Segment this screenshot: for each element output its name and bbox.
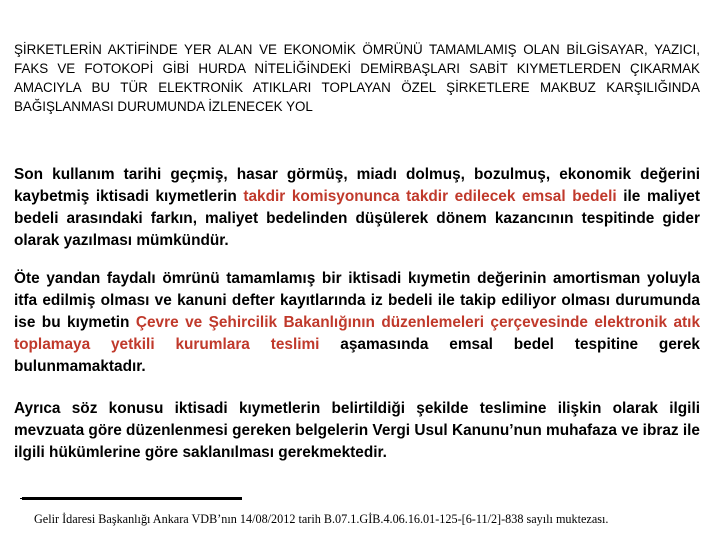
- paragraph-1: [14, 164, 700, 252]
- paragraph-3: Ayrıca söz konusu iktisadi kıymetlerin belirtildiği şekilde teslimine ilişkin olarak ilgili mevzuata göre düzenlenmesi gereken belgelerin Vergi Usul Kanunu’nun muhafaza ve ibraz ile ilgili hükümlerine göre saklanılması gerekmektedir.: [14, 400, 700, 461]
- paragraph-1-text-before: Son kullanım tarihi geçmiş, hasar görmüş, miadı dolmuş, bozulmuş, ekonomik değerini kaybetmiş iktisadi kıymetlerin: [14, 166, 700, 205]
- footnote-divider: [22, 497, 242, 500]
- paragraph-2-text-before: Öte yandan faydalı ömrünü tamamlamış bir iktisadi kıymetin değerinin amortisman yoluyla itfa edilmiş olması ve kanuni defter kayıtlarında iz bedeli ile takip ediliyor olması durumunda ise bu kıymetin: [14, 270, 700, 331]
- paragraph-2-highlight: Çevre ve Şehircilik Bakanlığının düzenlemeleri çerçevesinde elektronik atık toplamaya yetkili kurumlara teslimi: [14, 314, 701, 353]
- paragraph-1-highlight: takdir komisyonunca takdir edilecek emsal bedeli: [243, 188, 617, 205]
- footnote-text: Gelir İdaresi Başkanlığı Ankara VDB’nın 14/08/2012 tarih B.07.1.GİB.4.06.16.01-125-[6-11/2]-838 sayılı muktezası.: [34, 512, 609, 526]
- document-heading: ŞİRKETLERİN AKTİFİNDE YER ALAN VE EKONOMİK ÖMRÜNÜ TAMAMLAMIŞ OLAN BİLGİSAYAR, YAZICI, FAKS VE FOTOKOPİ GİBİ HURDA NİTELİĞİNDEKİ DEMİRBAŞLARI SABİT KIYMETLERDEN ÇIKARMAK AMACIYLA BU TÜR ELEKTRONİK ATIKLARI TOPLAYAN ÖZEL ŞİRKETLERE MAKBUZ KARŞILIĞINDA BAĞIŞLANMASI DURUMUNDA İZLENECEK YOL: [14, 42, 700, 114]
- paragraph-1-text-after: ile maliyet bedeli arasındaki farkın, maliyet bedelinden düşülerek dönem kazancının tespitinde gider olarak yazılması mümkündür.: [14, 188, 700, 249]
- paragraph-2: [14, 268, 700, 378]
- paragraph-2-text-after: aşamasında emsal bedel tespitine gerek bulunmamaktadır.: [14, 336, 700, 375]
